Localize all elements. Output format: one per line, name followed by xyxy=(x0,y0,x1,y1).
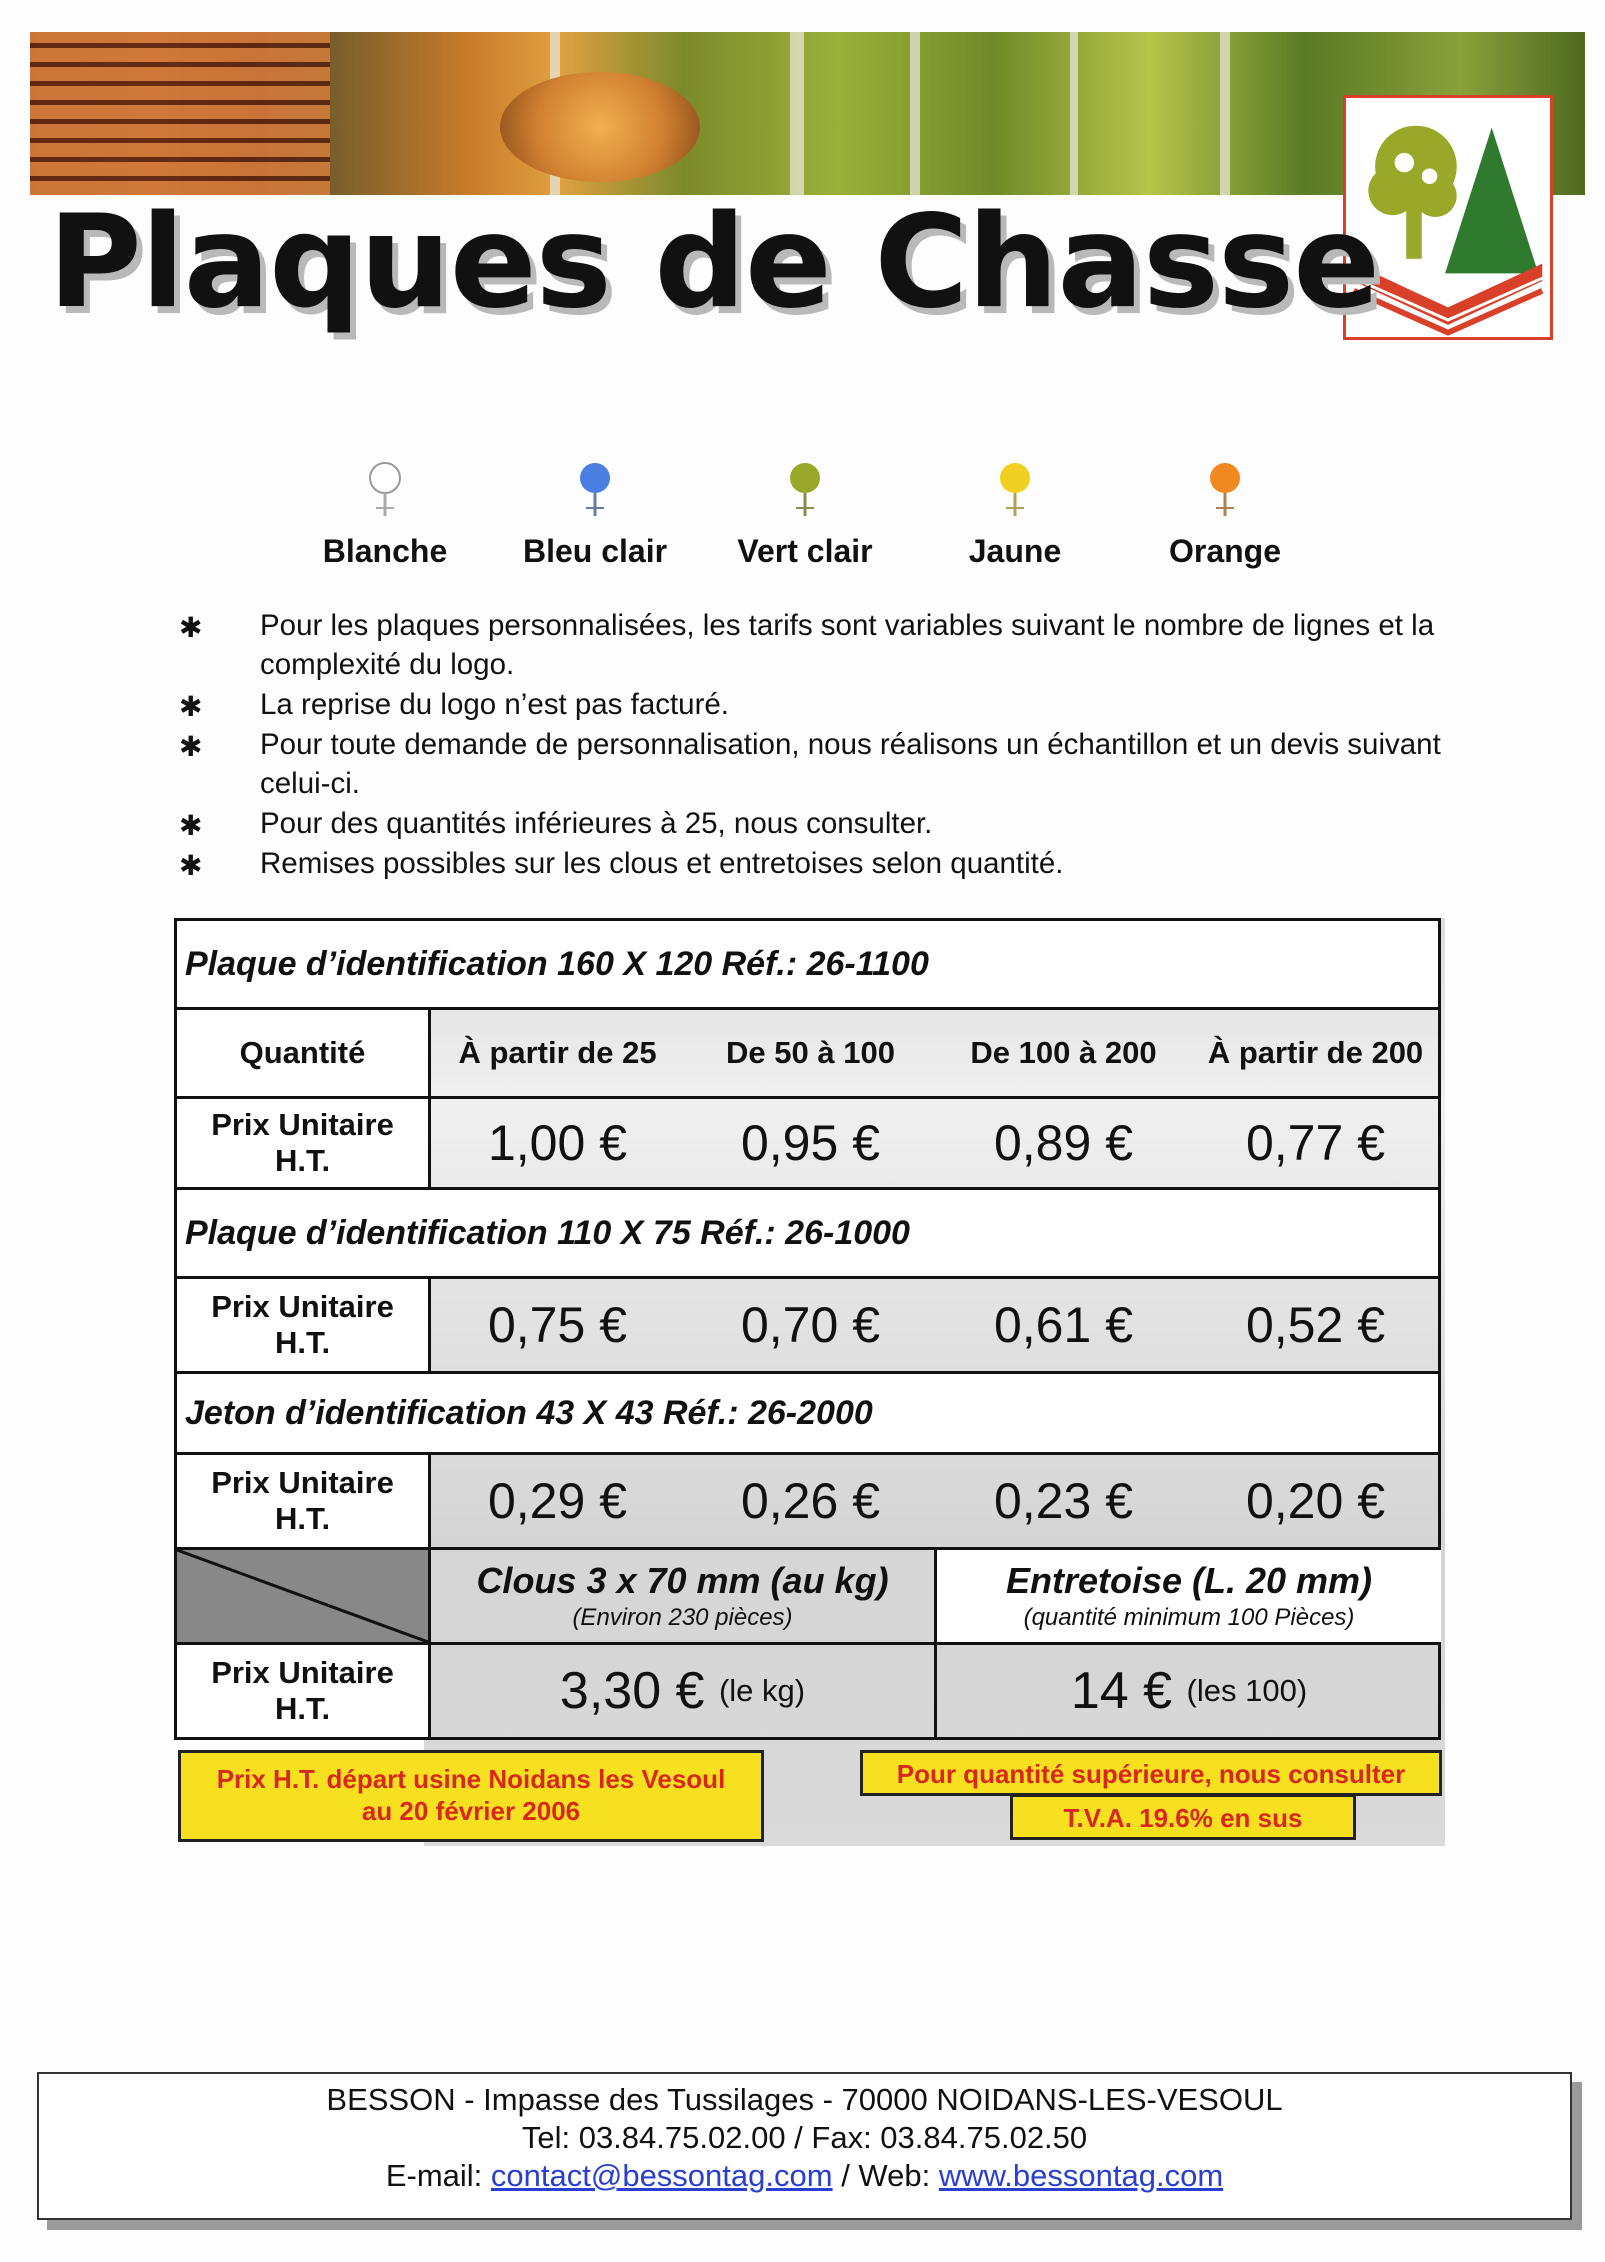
color-label: Vert clair xyxy=(737,533,873,569)
color-label: Orange xyxy=(1168,533,1282,569)
price-cell: 0,70 € xyxy=(740,1297,880,1353)
asterisk-icon: ✱ xyxy=(179,850,203,881)
color-label: Bleu clair xyxy=(522,533,668,569)
color-option-light-blue xyxy=(510,460,680,570)
quantity-label: Quantité xyxy=(177,1010,431,1096)
footer-links: E-mail: contact@bessontag.com / Web: www.bessontag.com xyxy=(385,2158,1224,2193)
section-header: Jeton d’identification 43 X 43 Réf.: 26-2000 xyxy=(174,1371,1441,1455)
pin-icon xyxy=(995,460,1035,520)
quantity-cell: De 50 à 100 xyxy=(726,1035,895,1070)
asterisk-icon: ✱ xyxy=(179,612,203,643)
color-options xyxy=(300,460,1320,570)
footer-address: BESSON - Impasse des Tussilages - 70000 NOIDANS-LES-VESOUL xyxy=(326,2082,1283,2117)
entretoise-price: 14 € (les 100) xyxy=(1070,1662,1308,1720)
price-label: Prix Unitaire H.T. xyxy=(177,1279,431,1371)
clous-header: Clous 3 x 70 mm (au kg) (Environ 230 pièces) xyxy=(431,1550,937,1642)
list-item: ✱ Pour les plaques personnalisées, les tarifs sont variables suivant le nombre de lignes et la complexité du logo. xyxy=(179,609,1435,681)
color-option-orange xyxy=(1140,460,1310,570)
price-cell: 0,75 € xyxy=(487,1297,627,1353)
price-cell: 0,52 € xyxy=(1245,1297,1385,1353)
tree-trunk xyxy=(1220,32,1230,195)
tree-trunk xyxy=(910,32,920,195)
color-option-light-green xyxy=(720,460,890,570)
price-cell: 0,89 € xyxy=(993,1115,1133,1171)
quantity-cell: De 100 à 200 xyxy=(970,1035,1157,1070)
price-label: Prix Unitaire H.T. xyxy=(177,1099,431,1187)
color-label: Jaune xyxy=(968,533,1062,569)
tree-trunk xyxy=(790,32,804,195)
list-item: ✱ Remises possibles sur les clous et entretoises selon quantité. xyxy=(175,844,1450,883)
price-cell: 0,26 € xyxy=(740,1473,880,1529)
list-item: ✱ Pour toute demande de personnalisation, nous réalisons un échantillon et un devis suivant celui-ci. xyxy=(179,728,1441,800)
asterisk-icon: ✱ xyxy=(179,691,203,722)
depart-usine-tag: Prix H.T. départ usine Noidans les Vesoul au 20 février 2006 xyxy=(178,1750,764,1842)
footer-contact-box xyxy=(37,2072,1572,2220)
quantite-superieure-tag: Pour quantité supérieure, nous consulter xyxy=(860,1750,1442,1796)
diagonal-empty-cell xyxy=(177,1550,431,1642)
price-label: Prix Unitaire H.T. xyxy=(177,1455,431,1547)
color-option-white xyxy=(300,460,470,570)
clous-price: 3,30 € (le kg) xyxy=(431,1645,937,1737)
pin-icon xyxy=(365,460,405,520)
tree-trunk xyxy=(1070,32,1078,195)
price-cell: 0,20 € xyxy=(1245,1473,1385,1529)
price-cell: 0,77 € xyxy=(1245,1115,1385,1171)
price-cell: 0,29 € xyxy=(487,1473,627,1529)
list-item: ✱ La reprise du logo n’est pas facturé. xyxy=(175,685,1450,724)
pin-icon xyxy=(575,460,615,520)
price-cell: 0,95 € xyxy=(740,1115,880,1171)
pin-icon xyxy=(785,460,825,520)
email-link[interactable]: contact@bessontag.com xyxy=(490,2158,833,2193)
price-table xyxy=(174,918,1445,1838)
price-label: Prix Unitaire H.T. xyxy=(177,1645,431,1737)
quantity-cell: À partir de 25 xyxy=(458,1035,657,1070)
tva-tag: T.V.A. 19.6% en sus xyxy=(1010,1794,1356,1840)
price-row xyxy=(174,1276,1441,1374)
price-row xyxy=(174,1452,1441,1550)
color-option-yellow xyxy=(930,460,1100,570)
price-cell: 0,61 € xyxy=(993,1297,1133,1353)
pin-icon xyxy=(1205,460,1245,520)
quantity-cell: À partir de 200 xyxy=(1207,1035,1424,1070)
color-label: Blanche xyxy=(322,533,448,569)
quantity-row xyxy=(174,1007,1441,1099)
asterisk-icon: ✱ xyxy=(179,731,203,762)
wood-planks-image xyxy=(30,32,330,195)
price-cell: 1,00 € xyxy=(487,1115,627,1171)
price-row xyxy=(174,1096,1441,1190)
price-cell: 0,23 € xyxy=(993,1473,1133,1529)
asterisk-icon: ✱ xyxy=(179,810,203,841)
web-link[interactable]: www.bessontag.com xyxy=(938,2158,1224,2193)
list-item: ✱ Pour des quantités inférieures à 25, nous consulter. xyxy=(175,804,1450,843)
section-header: Plaque d’identification 160 X 120 Réf.: 26-1100 xyxy=(174,918,1441,1010)
accessories-header-row xyxy=(174,1547,1441,1645)
log-image xyxy=(500,72,700,182)
page-title: Plaques de Chasse xyxy=(48,188,1379,337)
notes-list xyxy=(175,606,1450,884)
accessories-price-row xyxy=(174,1642,1441,1740)
section-header: Plaque d’identification 110 X 75 Réf.: 26-1000 xyxy=(174,1187,1441,1279)
entretoise-header: Entretoise (L. 20 mm) (quantité minimum 100 Pièces) xyxy=(937,1550,1441,1642)
footer-phone: Tel: 03.84.75.02.00 / Fax: 03.84.75.02.50 xyxy=(521,2120,1088,2155)
